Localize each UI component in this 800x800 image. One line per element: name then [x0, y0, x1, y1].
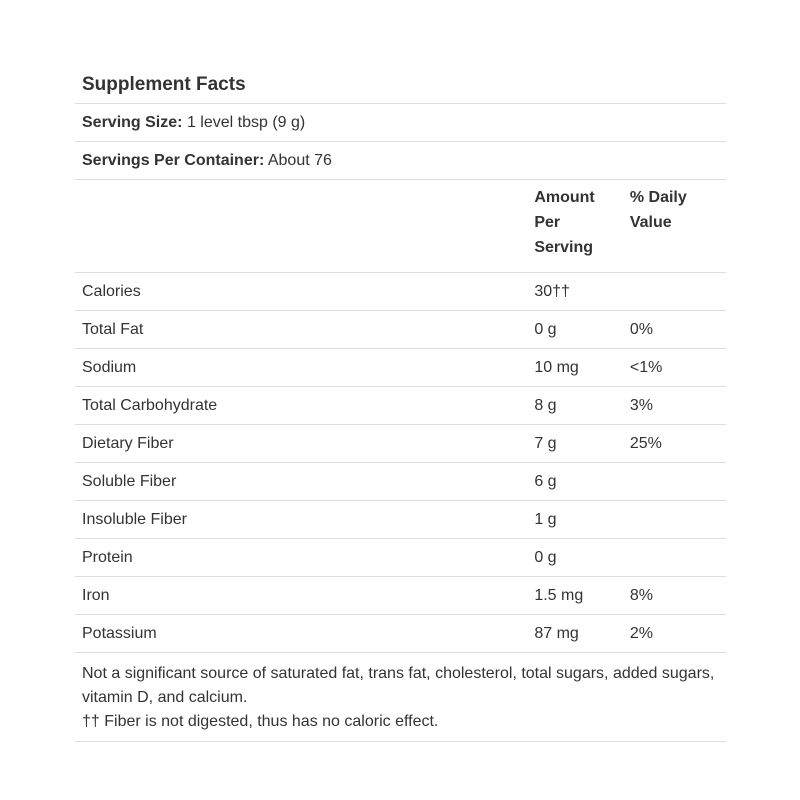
nutrient-daily-value: 2%	[623, 615, 726, 653]
nutrient-amount: 0 g	[527, 539, 623, 577]
nutrient-name: Calories	[75, 273, 527, 311]
footnote-row	[75, 653, 726, 742]
nutrient-daily-value: 3%	[623, 387, 726, 425]
nutrient-amount: 7 g	[527, 425, 623, 463]
nutrient-amount: 6 g	[527, 463, 623, 501]
nutrient-amount: 1 g	[527, 501, 623, 539]
footnote-fiber: †† Fiber is not digested, thus has no caloric effect.	[82, 713, 439, 730]
table-row	[75, 273, 726, 311]
footnote-cell	[75, 653, 726, 742]
nutrient-name: Dietary Fiber	[75, 425, 527, 463]
table-row	[75, 387, 726, 425]
serving-size-value: 1 level tbsp (9 g)	[186, 114, 306, 131]
serving-size-cell	[75, 104, 726, 142]
nutrient-amount: 1.5 mg	[527, 577, 623, 615]
nutrient-name: Iron	[75, 577, 527, 615]
nutrient-name: Soluble Fiber	[75, 463, 527, 501]
nutrient-name: Sodium	[75, 349, 527, 387]
supplement-facts-title: Supplement Facts	[75, 58, 726, 104]
servings-per-container-cell	[75, 142, 726, 180]
nutrient-amount: 10 mg	[527, 349, 623, 387]
table-row	[75, 311, 726, 349]
table-row	[75, 463, 726, 501]
supplement-facts-table	[75, 58, 726, 742]
table-row	[75, 577, 726, 615]
title-row	[75, 58, 726, 104]
nutrient-daily-value: 25%	[623, 425, 726, 463]
table-row	[75, 615, 726, 653]
nutrient-daily-value	[623, 501, 726, 539]
nutrient-name: Potassium	[75, 615, 527, 653]
table-row	[75, 425, 726, 463]
servings-per-container-label: Servings Per Container:	[82, 152, 265, 169]
table-row	[75, 349, 726, 387]
table-row	[75, 539, 726, 577]
header-blank-cell	[75, 180, 527, 273]
servings-per-container-value: About 76	[267, 152, 332, 169]
daily-value-header: % Daily Value	[623, 180, 726, 273]
nutrient-daily-value: 0%	[623, 311, 726, 349]
nutrient-daily-value	[623, 273, 726, 311]
nutrient-amount: 30††	[527, 273, 623, 311]
column-header-row	[75, 180, 726, 273]
nutrient-daily-value: <1%	[623, 349, 726, 387]
amount-per-serving-header: Amount Per Serving	[527, 180, 623, 273]
nutrient-amount: 87 mg	[527, 615, 623, 653]
nutrient-daily-value	[623, 463, 726, 501]
nutrient-amount: 0 g	[527, 311, 623, 349]
nutrient-amount: 8 g	[527, 387, 623, 425]
servings-per-container-row	[75, 142, 726, 180]
nutrient-name: Protein	[75, 539, 527, 577]
nutrient-daily-value	[623, 539, 726, 577]
nutrient-name: Total Carbohydrate	[75, 387, 527, 425]
nutrient-name: Insoluble Fiber	[75, 501, 527, 539]
footnote-not-significant-source: Not a significant source of saturated fat, trans fat, cholesterol, total sugars, added sugars, vitamin D, and calcium.	[82, 665, 715, 706]
nutrient-daily-value: 8%	[623, 577, 726, 615]
serving-size-row	[75, 104, 726, 142]
serving-size-label: Serving Size:	[82, 114, 183, 131]
nutrient-name: Total Fat	[75, 311, 527, 349]
table-row	[75, 501, 726, 539]
